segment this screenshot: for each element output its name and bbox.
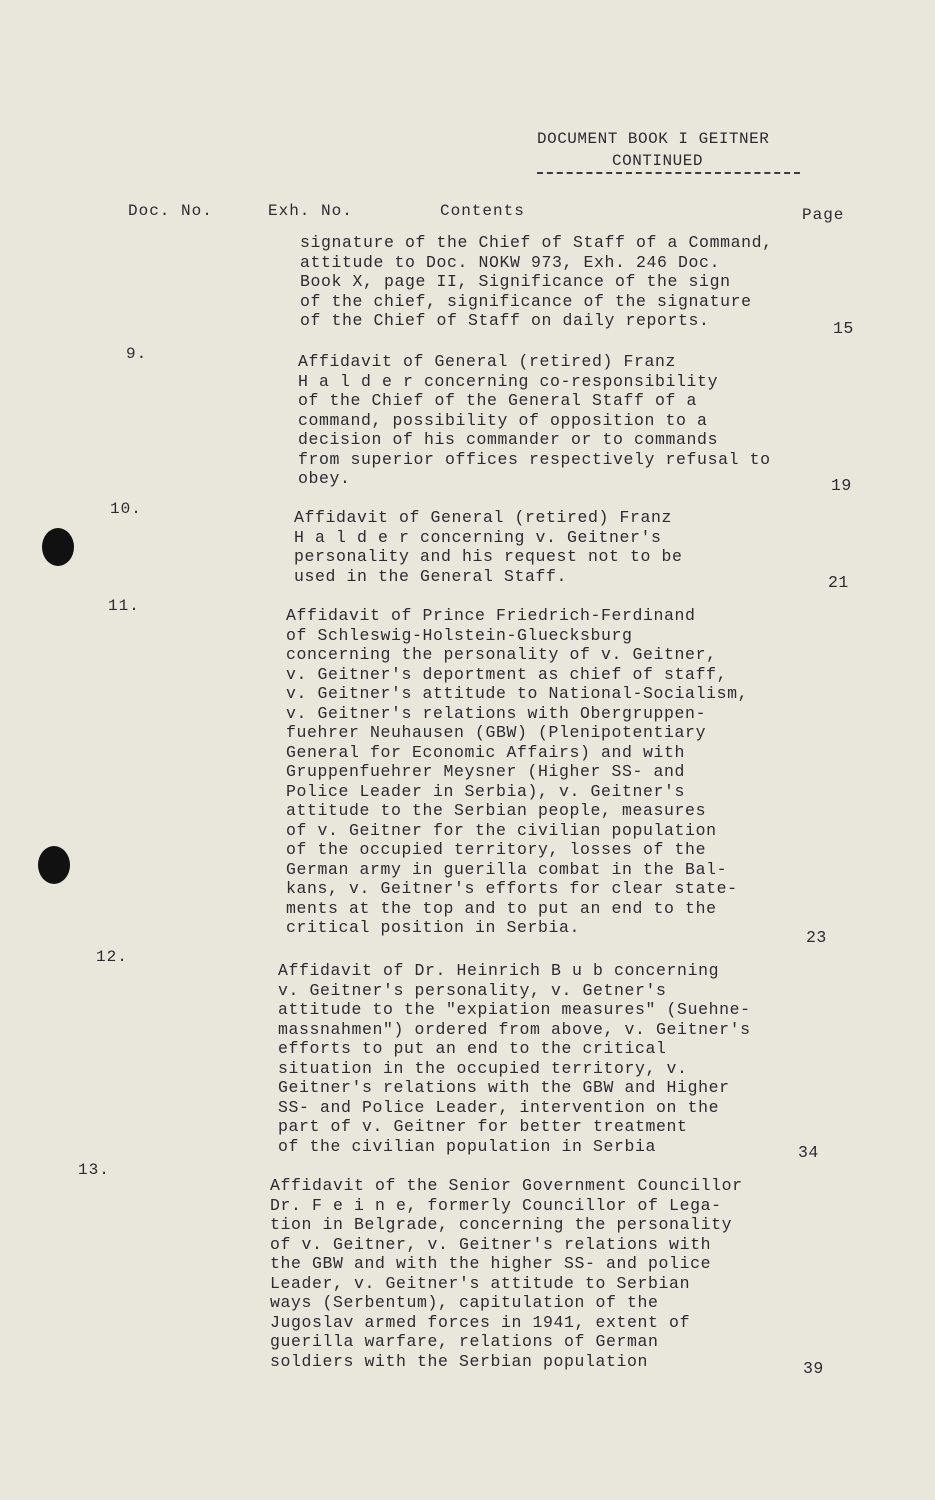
document-subtitle: CONTINUED [612, 152, 703, 170]
contents-line: massnahmen") ordered from above, v. Geitner's [278, 1019, 751, 1039]
document-title: DOCUMENT BOOK I GEITNER [537, 130, 770, 148]
contents-line: of v. Geitner, v. Geitner's relations with [270, 1234, 712, 1254]
entry-contents [278, 961, 751, 1156]
contents-line: H a l d e r concerning v. Geitner's [294, 527, 662, 547]
contents-line: obey. [298, 469, 351, 488]
contents-line: Dr. F e i n e, formerly Councillor of Lega- [270, 1195, 722, 1215]
header-underline [537, 172, 800, 174]
contents-line: of the chief, significance of the signature [300, 291, 752, 311]
contents-line: Affidavit of General (retired) Franz [298, 352, 677, 371]
doc-number: 9. [126, 345, 148, 363]
entry-contents [300, 233, 773, 331]
contents-line: signature of the Chief of Staff of a Command, [300, 233, 773, 252]
contents-line: of the civilian population in Serbia [278, 1136, 657, 1156]
contents-line: soldiers with the Serbian population [270, 1351, 649, 1371]
contents-line: of the Chief of Staff on daily reports. [300, 311, 710, 330]
page-number: 39 [803, 1359, 824, 1378]
page-number: 15 [833, 319, 854, 338]
contents-line: H a l d e r concerning co-responsibility [298, 371, 719, 391]
page-number: 19 [831, 476, 852, 495]
doc-number: 13. [78, 1161, 110, 1179]
entry-contents [286, 606, 748, 938]
contents-line: Affidavit of Prince Friedrich-Ferdinand [286, 606, 696, 625]
contents-line: Geitner's relations with the GBW and Higher [278, 1078, 730, 1097]
contents-line: attitude to the Serbian people, measures [286, 801, 707, 820]
contents-line: v. Geitner's relations with Obergruppen- [286, 703, 707, 723]
column-header-doc-no: Doc. No. [128, 202, 213, 220]
contents-line: situation in the occupied territory, v. [278, 1058, 688, 1078]
contents-line: kans, v. Geitner's efforts for clear state- [286, 879, 738, 898]
contents-line: part of v. Geitner for better treatment [278, 1117, 688, 1136]
contents-line: tion in Belgrade, concerning the personality [270, 1215, 733, 1234]
contents-line: the GBW and with the higher SS- and police [270, 1254, 712, 1273]
column-header-contents: Contents [440, 202, 525, 220]
page-number: 23 [806, 928, 827, 947]
contents-line: Affidavit of General (retired) Franz [294, 508, 673, 527]
entry-contents [270, 1176, 743, 1371]
page-number: 21 [828, 573, 849, 592]
page-number: 34 [798, 1143, 819, 1162]
entry-contents [298, 352, 771, 489]
contents-line: Gruppenfuehrer Meysner (Higher SS- and [286, 762, 686, 781]
contents-line: from superior offices respectively refusal to [298, 449, 771, 469]
contents-line: of Schleswig-Holstein-Gluecksburg [286, 625, 633, 645]
contents-line: SS- and Police Leader, intervention on the [278, 1097, 720, 1117]
contents-line: concerning the personality of v. Geitner, [286, 645, 717, 664]
contents-line: Leader, v. Geitner's attitude to Serbian [270, 1273, 691, 1293]
contents-line: critical position in Serbia. [286, 918, 581, 937]
contents-line: ways (Serbentum), capitulation of the [270, 1293, 659, 1312]
contents-line: attitude to Doc. NOKW 973, Exh. 246 Doc. [300, 252, 721, 272]
contents-line: personality and his request not to be [294, 547, 683, 566]
contents-line: German army in guerilla combat in the Bal- [286, 859, 728, 879]
contents-line: decision of his commander or to commands [298, 430, 719, 449]
contents-line: Police Leader in Serbia), v. Geitner's [286, 781, 686, 801]
contents-line: command, possibility of opposition to a [298, 410, 708, 430]
contents-line: fuehrer Neuhausen (GBW) (Plenipotentiary [286, 723, 707, 742]
contents-line: used in the General Staff. [294, 566, 568, 586]
contents-line: efforts to put an end to the critical [278, 1039, 667, 1058]
contents-line: v. Geitner's attitude to National-Socialism, [286, 684, 749, 703]
column-header-page: Page [802, 206, 845, 224]
contents-line: General for Economic Affairs) and with [286, 742, 686, 762]
doc-number: 10. [110, 500, 142, 518]
contents-line: Book X, page II, Significance of the sign [300, 272, 731, 291]
column-header-exh-no: Exh. No. [268, 202, 353, 220]
contents-line: Jugoslav armed forces in 1941, extent of [270, 1312, 691, 1332]
contents-line: of the occupied territory, losses of the [286, 840, 707, 859]
contents-line: of the Chief of the General Staff of a [298, 391, 698, 410]
contents-line: of v. Geitner for the civilian population [286, 820, 717, 840]
contents-line: v. Geitner's deportment as chief of staff, [286, 664, 728, 684]
contents-line: ments at the top and to put an end to the [286, 898, 717, 918]
punch-hole [38, 846, 70, 884]
contents-line: Affidavit of the Senior Government Councillor [270, 1176, 743, 1195]
doc-number: 11. [108, 597, 140, 615]
contents-line: attitude to the "expiation measures" (Suehne- [278, 1000, 751, 1019]
doc-number: 12. [96, 948, 128, 966]
punch-hole [42, 528, 74, 566]
contents-line: v. Geitner's personality, v. Getner's [278, 980, 667, 1000]
contents-line: guerilla warfare, relations of German [270, 1332, 659, 1351]
contents-line: Affidavit of Dr. Heinrich B u b concerning [278, 961, 720, 980]
entry-contents [294, 508, 683, 586]
